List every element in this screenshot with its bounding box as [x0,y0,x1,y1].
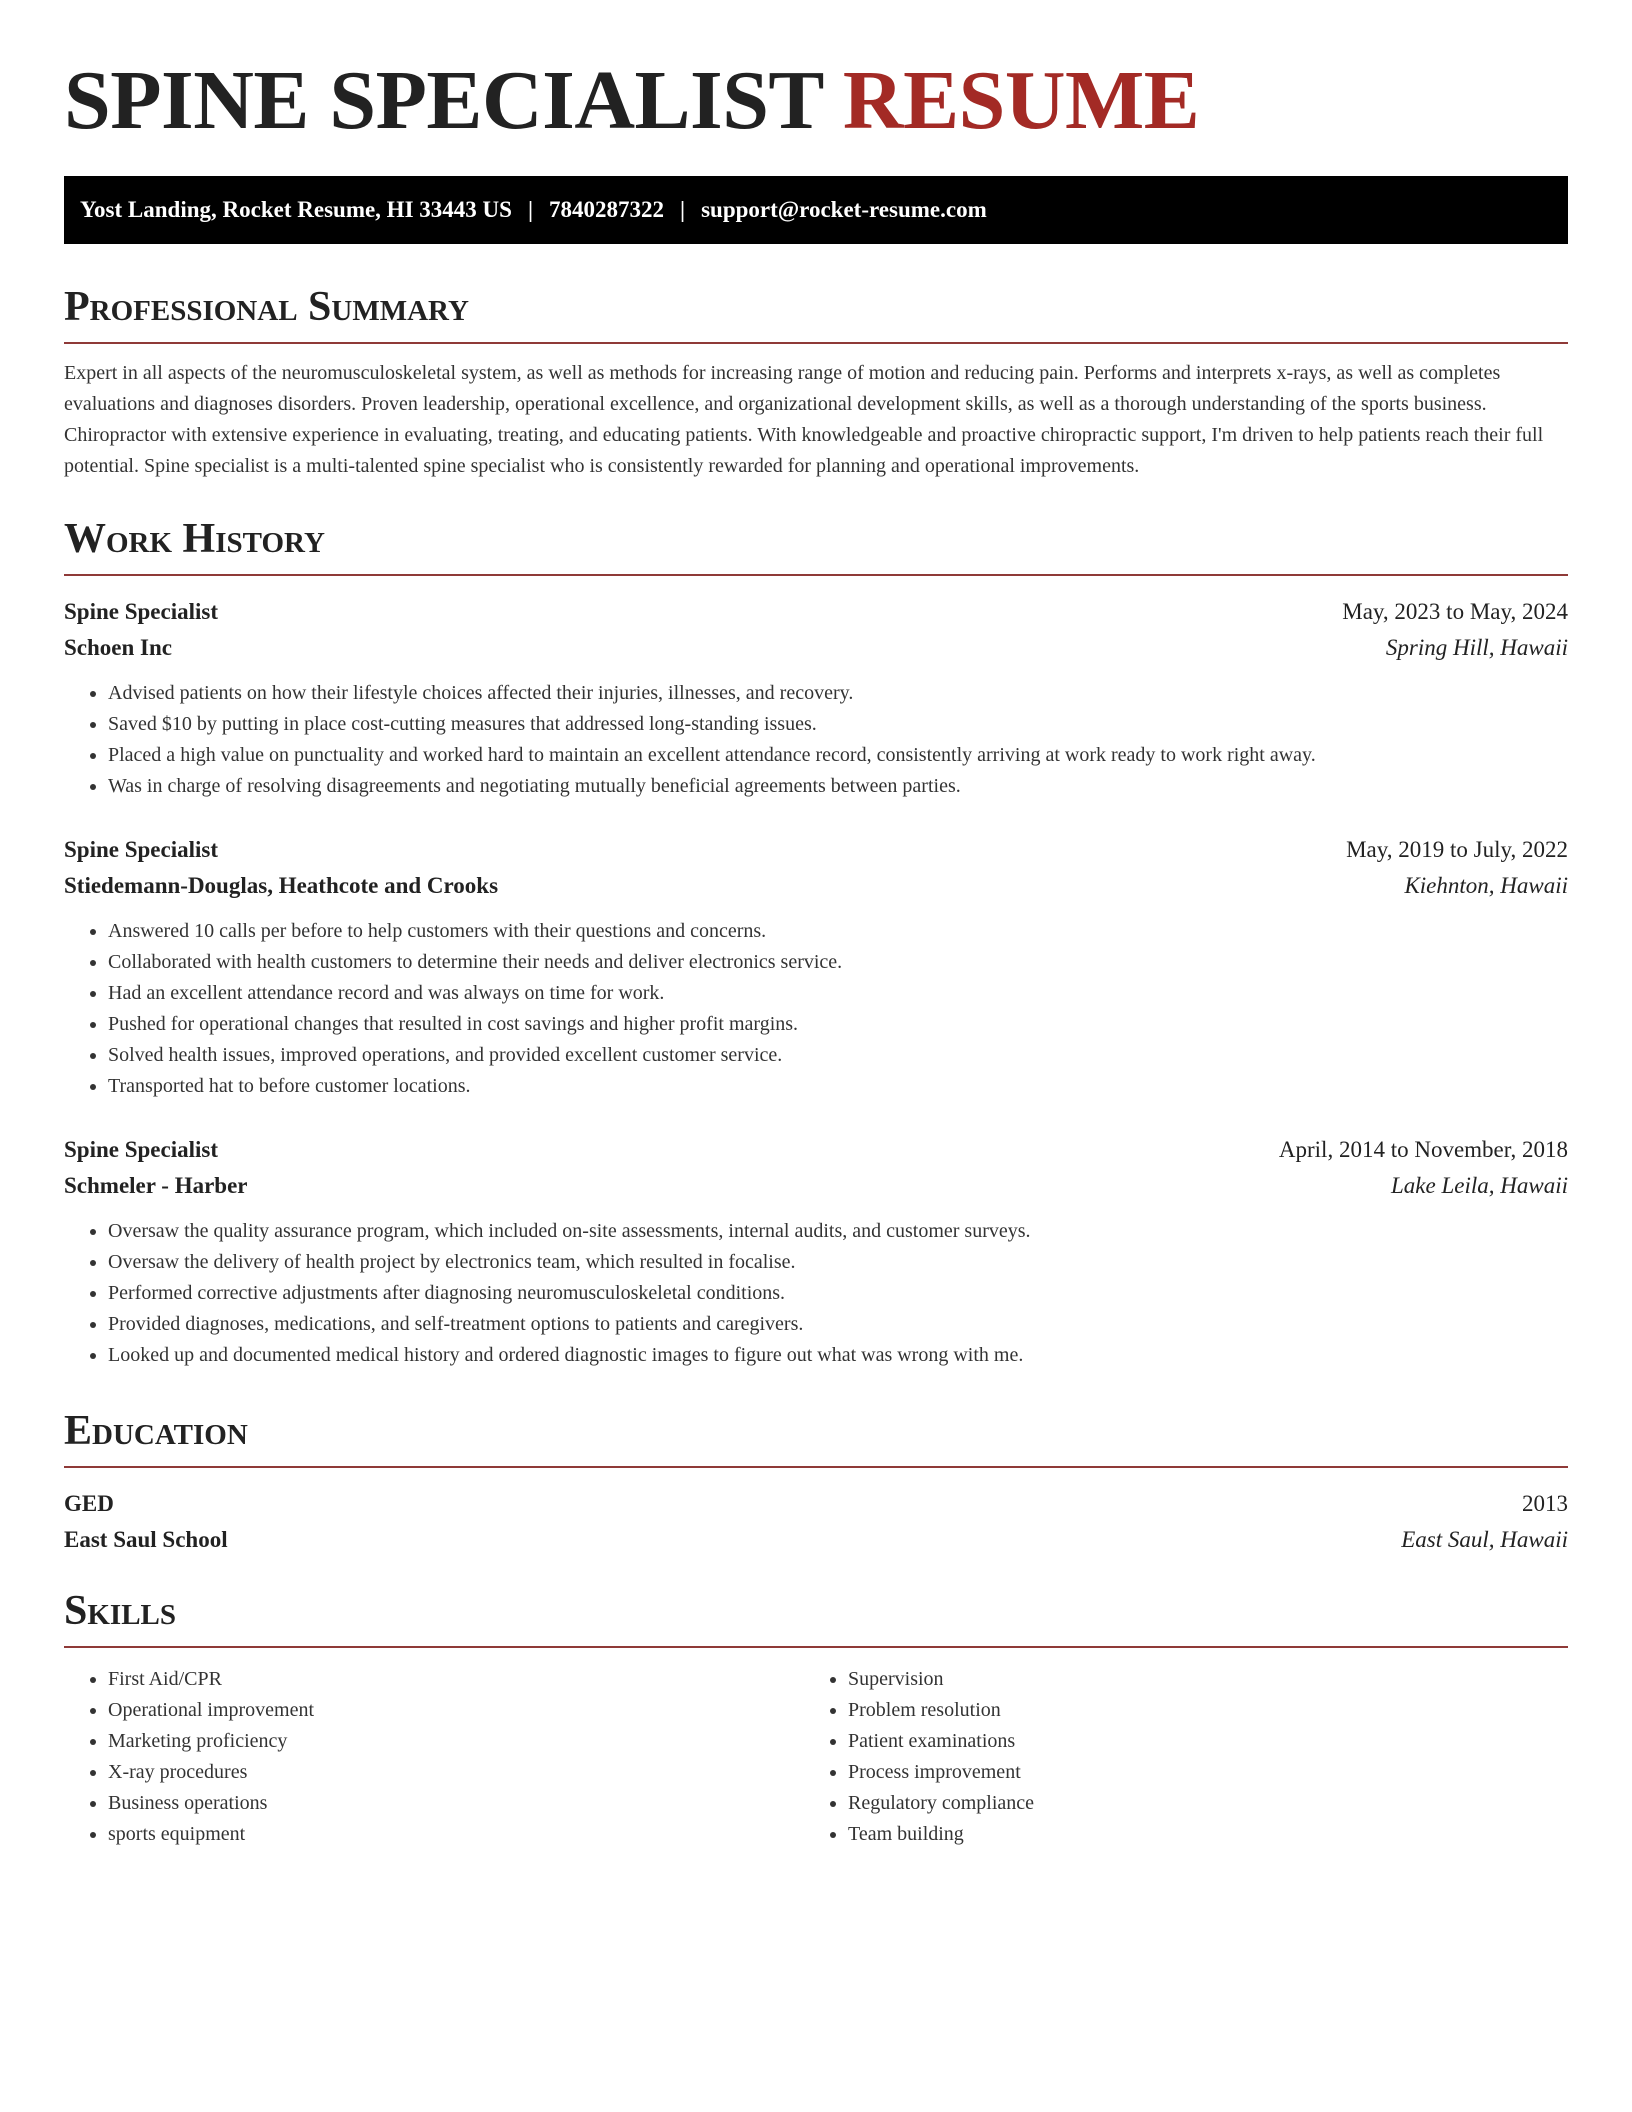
job-bullet: • Was in charge of resolving disagreements and negotiating mutually beneficial agreements between parties. [108,771,1568,802]
job-title: Spine Specialist [64,837,219,863]
skill-item: • Supervision [848,1664,1544,1695]
job-company: Schoen Inc [64,635,172,661]
contact-email: support@rocket-resume.com [701,197,987,222]
job-bullet: • Oversaw the quality assurance program, which included on-site assessments, internal audits, and customer surveys. [108,1216,1568,1247]
job-bullets [64,678,1568,802]
job-title: Spine Specialist [64,599,219,625]
title-main: SPINE SPECIALIST [64,54,823,147]
summary-section [64,282,1568,482]
job-location: Kiehnton, Hawaii [1404,873,1568,899]
job-dates: April, 2014 to November, 2018 [1278,1137,1568,1163]
resume-title [64,48,1199,153]
job-company-row [64,1168,1568,1204]
job-location: Lake Leila, Hawaii [1391,1173,1568,1199]
skill-item: • Business operations [108,1788,804,1819]
skill-item: • First Aid/CPR [108,1664,804,1695]
job-header-row [64,832,1568,868]
job-entry [64,1132,1568,1371]
job-bullet: • Performed corrective adjustments after diagnosing neuromusculoskeletal conditions. [108,1278,1568,1309]
job-company: Schmeler - Harber [64,1173,248,1199]
education-row-1 [64,1486,1568,1522]
contact-address: Yost Landing, Rocket Resume, HI 33443 US [80,197,512,222]
job-bullets [64,1216,1568,1371]
skill-item: • Patient examinations [848,1726,1544,1757]
work-history-section [64,514,1568,1371]
skill-item: • Team building [848,1819,1544,1850]
title-accent: RESUME [842,54,1200,147]
job-bullet: • Solved health issues, improved operations, and provided excellent customer service. [108,1040,1568,1071]
jobs-list [64,594,1568,1371]
education-school: East Saul School [64,1527,228,1553]
skills-section [64,1586,1568,1850]
job-company-row [64,868,1568,904]
skill-item: • Regulatory compliance [848,1788,1544,1819]
job-bullet: • Transported hat to before customer locations. [108,1071,1568,1102]
skills-left-column [64,1664,804,1850]
job-bullet: • Advised patients on how their lifestyle choices affected their injuries, illnesses, and recovery. [108,678,1568,709]
job-entry [64,832,1568,1102]
summary-heading: Professional Summary [64,282,1568,344]
work-history-heading: Work History [64,514,1568,576]
skills-columns [64,1664,1568,1850]
job-company-row [64,630,1568,666]
skills-right-column [804,1664,1544,1850]
job-bullet: • Oversaw the delivery of health project by electronics team, which resulted in focalise. [108,1247,1568,1278]
education-degree: GED [64,1491,114,1517]
education-year: 2013 [1522,1491,1568,1517]
job-bullet: • Had an excellent attendance record and was always on time for work. [108,978,1568,1009]
education-section [64,1406,1568,1558]
contact-separator: | [527,197,534,222]
contact-separator: | [680,197,686,222]
skills-heading: Skills [64,1586,1568,1648]
skill-item: • Problem resolution [848,1695,1544,1726]
skill-item: • Operational improvement [108,1695,804,1726]
education-row-2 [64,1522,1568,1558]
job-company: Stiedemann-Douglas, Heathcote and Crooks [64,873,499,899]
job-dates: May, 2023 to May, 2024 [1342,599,1568,625]
job-bullet: • Looked up and documented medical history and ordered diagnostic images to figure out what was wrong with me. [108,1340,1568,1371]
job-bullet: • Saved $10 by putting in place cost-cutting measures that addressed long-standing issues. [108,709,1568,740]
skill-item: • Marketing proficiency [108,1726,804,1757]
job-bullet: • Collaborated with health customers to determine their needs and deliver electronics service. [108,947,1568,978]
contact-phone: 7840287322 [549,197,665,222]
skill-item: • Process improvement [848,1757,1544,1788]
education-location: East Saul, Hawaii [1401,1527,1568,1553]
contact-bar [64,176,1568,244]
job-location: Spring Hill, Hawaii [1385,635,1568,661]
job-dates: May, 2019 to July, 2022 [1346,837,1568,863]
skill-item: • sports equipment [108,1819,804,1850]
job-bullet: • Provided diagnoses, medications, and self-treatment options to patients and caregivers. [108,1309,1568,1340]
job-title: Spine Specialist [64,1137,219,1163]
job-bullet: • Pushed for operational changes that resulted in cost savings and higher profit margins. [108,1009,1568,1040]
job-bullet: • Answered 10 calls per before to help customers with their questions and concerns. [108,916,1568,947]
skill-item: • X-ray procedures [108,1757,804,1788]
summary-text: Expert in all aspects of the neuromusculoskeletal system, as well as methods for increasing range of motion and reducing pain. Performs and interprets x-rays, as well as completes evaluations and diagnoses disorders. Proven leadership, operational excellence, and organizational development skills, as well as a thorough understanding of the sports business. Chiropractor with extensive experience in evaluating, treating, and educating patients. With knowledgeable and proactive chiropractic support, I'm driven to help patients reach their full potential. Spine specialist is a multi-talented spine specialist who is consistently rewarded for planning and operational improvements. [64,362,1544,478]
job-header-row [64,594,1568,630]
job-entry [64,594,1568,802]
job-bullet: • Placed a high value on punctuality and worked hard to maintain an excellent attendance record, consistently arriving at work ready to work right away. [108,740,1568,771]
job-header-row [64,1132,1568,1168]
job-bullets [64,916,1568,1102]
education-heading: Education [64,1406,1568,1468]
